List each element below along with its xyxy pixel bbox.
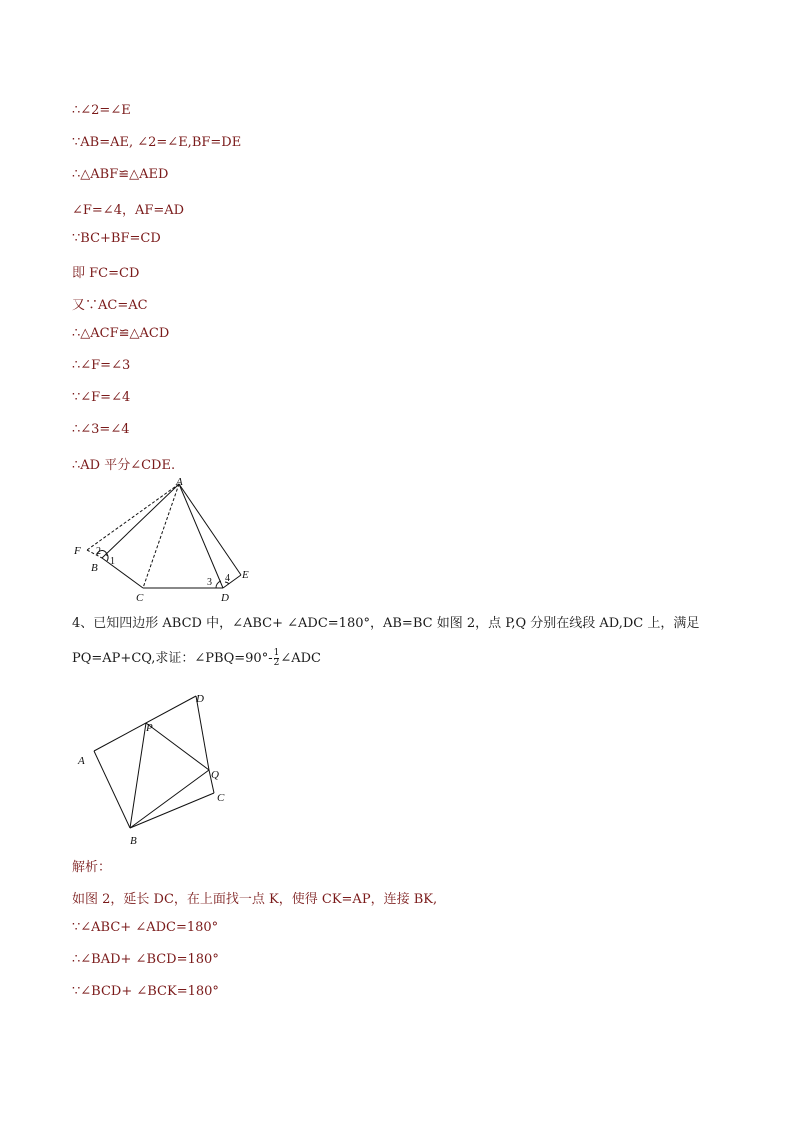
segment-AB bbox=[102, 484, 179, 558]
label-D: D bbox=[196, 693, 204, 705]
segment-DQ bbox=[196, 696, 209, 770]
segment-AD bbox=[179, 484, 223, 588]
proof-line: ∴AD 平分∠CDE. bbox=[72, 458, 176, 473]
geometry-figure-2 bbox=[72, 688, 242, 850]
proof-line: ∴△ABF≌△AED bbox=[72, 167, 169, 182]
segment-QB bbox=[130, 770, 209, 828]
label-angle-1: 1 bbox=[110, 556, 115, 567]
geometry-figure-1 bbox=[70, 476, 270, 606]
proof-line: ∵BC+BF=CD bbox=[72, 231, 161, 246]
label-E: E bbox=[242, 569, 249, 581]
solution-line: ∵∠ABC+ ∠ADC=180° bbox=[72, 920, 219, 935]
segment-PB bbox=[130, 723, 146, 828]
segment-BA bbox=[94, 751, 130, 828]
proof-line: ∴∠2=∠E bbox=[72, 103, 131, 118]
question-4-prove-pre: PQ=AP+CQ,求证：∠PBQ=90°- bbox=[72, 651, 273, 666]
solution-line: ∵∠BCD+ ∠BCK=180° bbox=[72, 984, 219, 999]
fraction-one-half bbox=[274, 649, 280, 668]
fraction-denominator: 2 bbox=[273, 658, 280, 668]
proof-line: ∴∠3=∠4 bbox=[72, 422, 130, 437]
proof-line: ∴△ACF≌△ACD bbox=[72, 326, 170, 341]
label-angle-4: 4 bbox=[225, 573, 230, 584]
segment-BC bbox=[102, 558, 143, 588]
label-C: C bbox=[136, 592, 144, 604]
proof-line: 即 FC=CD bbox=[72, 266, 140, 281]
proof-line: ∴∠F=∠3 bbox=[72, 358, 131, 373]
segment-AF-dashed bbox=[87, 484, 179, 550]
question-4-text: 4、已知四边形 ABCD 中，∠ABC+ ∠ADC=180°，AB=BC 如图 2，点 P,Q 分别在线段 AD,DC 上，满足 bbox=[72, 616, 700, 631]
segment-AC-dashed bbox=[143, 484, 179, 588]
label-B: B bbox=[91, 562, 98, 574]
solution-line: ∴∠BAD+ ∠BCD=180° bbox=[72, 952, 219, 967]
segment-PQ bbox=[146, 723, 209, 770]
label-P: P bbox=[146, 722, 153, 734]
solution-heading: 解析： bbox=[72, 860, 112, 875]
question-4-prove-post: ∠ADC bbox=[280, 651, 321, 666]
label-A: A bbox=[78, 755, 85, 767]
segment-AE bbox=[179, 484, 241, 575]
label-angle-2: 2 bbox=[96, 546, 101, 557]
segment-CB bbox=[130, 793, 214, 828]
proof-line: ∵AB=AE, ∠2=∠E,BF=DE bbox=[72, 135, 242, 150]
label-Q: Q bbox=[211, 769, 219, 781]
label-A: A bbox=[176, 476, 183, 488]
label-F: F bbox=[74, 545, 81, 557]
fraction-numerator: 1 bbox=[273, 648, 280, 658]
segment-AD bbox=[94, 696, 196, 751]
proof-line: 又∵AC=AC bbox=[72, 298, 148, 313]
proof-line: ∠F=∠4，AF=AD bbox=[72, 203, 185, 218]
label-B: B bbox=[130, 835, 137, 847]
proof-line: ∵∠F=∠4 bbox=[72, 390, 131, 405]
label-D: D bbox=[221, 592, 229, 604]
label-C: C bbox=[217, 792, 225, 804]
label-angle-3: 3 bbox=[207, 577, 212, 588]
solution-line: 如图 2，延长 DC，在上面找一点 K，使得 CK=AP，连接 BK, bbox=[72, 892, 438, 907]
question-4-prove bbox=[72, 647, 321, 668]
